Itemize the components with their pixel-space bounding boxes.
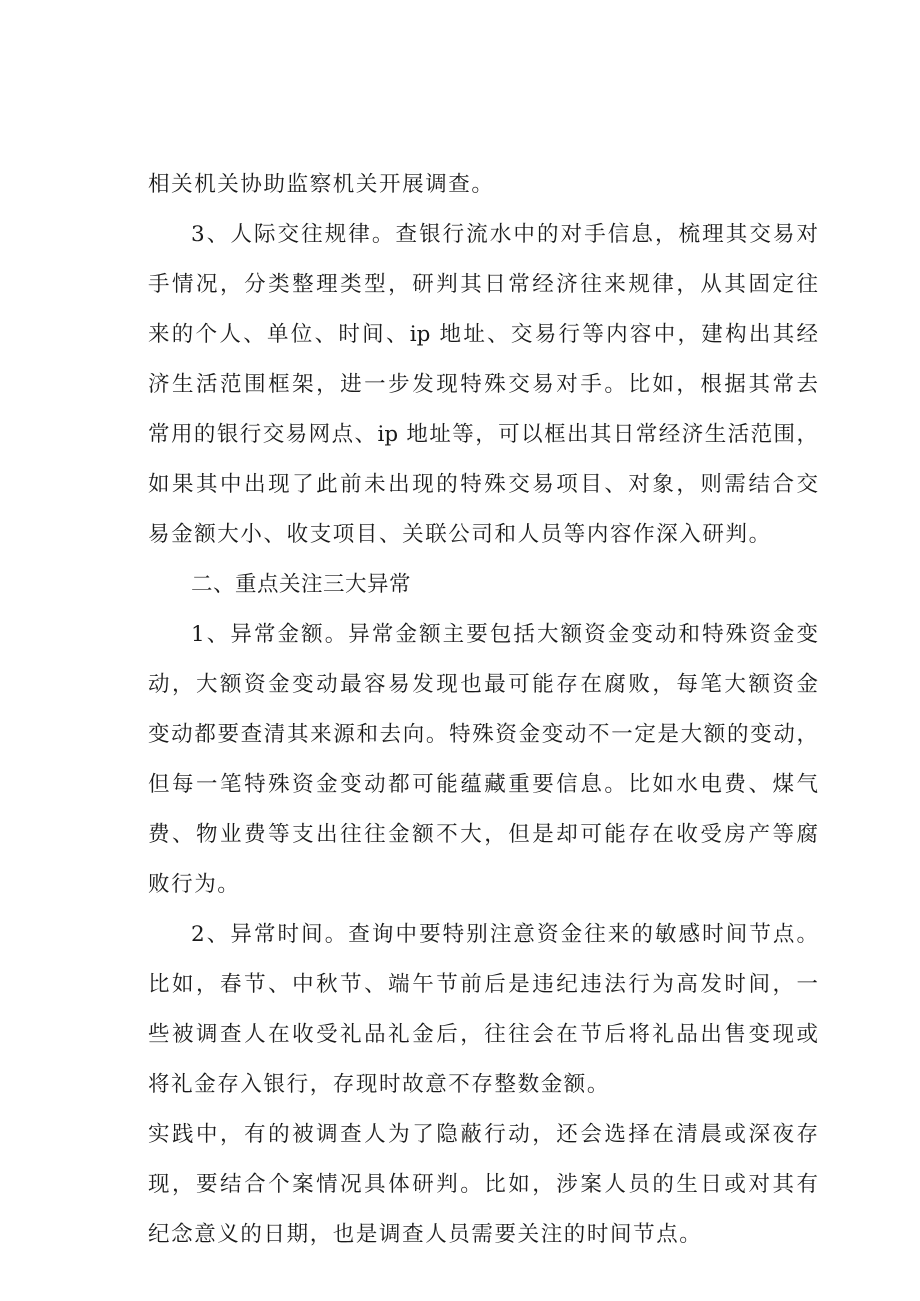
text-line: 纪念意义的日期，也是调查人员需要关注的时间节点。	[148, 1222, 703, 1247]
text-line: 实践中，有的被调查人为了隐蔽行动，还会选择在清晨或深夜存	[148, 1122, 818, 1147]
document-body	[148, 160, 818, 1260]
text-line: 济生活范围框架，进一步发现特殊交易对手。比如，根据其常去	[148, 372, 818, 397]
text-line: 手情况，分类整理类型，研判其日常经济往来规律，从其固定往	[148, 272, 818, 297]
text-line: 但每一笔特殊资金变动都可能蕴藏重要信息。比如水电费、煤气	[148, 772, 818, 797]
text-line: 3、人际交往规律。查银行流水中的对手信息，梳理其交易对	[191, 222, 818, 247]
text-line: 现，要结合个案情况具体研判。比如，涉案人员的生日或对其有	[148, 1172, 818, 1197]
text-line: 常用的银行交易网点、ip 地址等，可以框出其日常经济生活范围，	[148, 422, 818, 447]
text-line: 来的个人、单位、时间、ip 地址、交易行等内容中，建构出其经	[148, 322, 818, 347]
text-line: 相关机关协助监察机关开展调查。	[148, 172, 495, 197]
text-line: 些被调查人在收受礼品礼金后，往往会在节后将礼品出售变现或	[148, 1022, 818, 1047]
text-line: 比如，春节、中秋节、端午节前后是违纪违法行为高发时间，一	[148, 972, 818, 997]
text-line: 1、异常金额。异常金额主要包括大额资金变动和特殊资金变	[191, 622, 818, 647]
text-line: 如果其中出现了此前未出现的特殊交易项目、对象，则需结合交	[148, 472, 818, 497]
section-heading: 二、重点关注三大异常	[191, 572, 412, 597]
text-line: 动，大额资金变动最容易发现也最可能存在腐败，每笔大额资金	[148, 672, 818, 697]
text-line: 将礼金存入银行，存现时故意不存整数金额。	[148, 1072, 611, 1097]
text-line: 2、异常时间。查询中要特别注意资金往来的敏感时间节点。	[191, 922, 818, 947]
text-line: 变动都要查清其来源和去向。特殊资金变动不一定是大额的变动，	[148, 722, 818, 747]
text-line: 败行为。	[148, 872, 241, 897]
text-line: 费、物业费等支出往往金额不大，但是却可能存在收受房产等腐	[148, 822, 818, 847]
text-line: 易金额大小、收支项目、关联公司和人员等内容作深入研判。	[148, 522, 772, 547]
